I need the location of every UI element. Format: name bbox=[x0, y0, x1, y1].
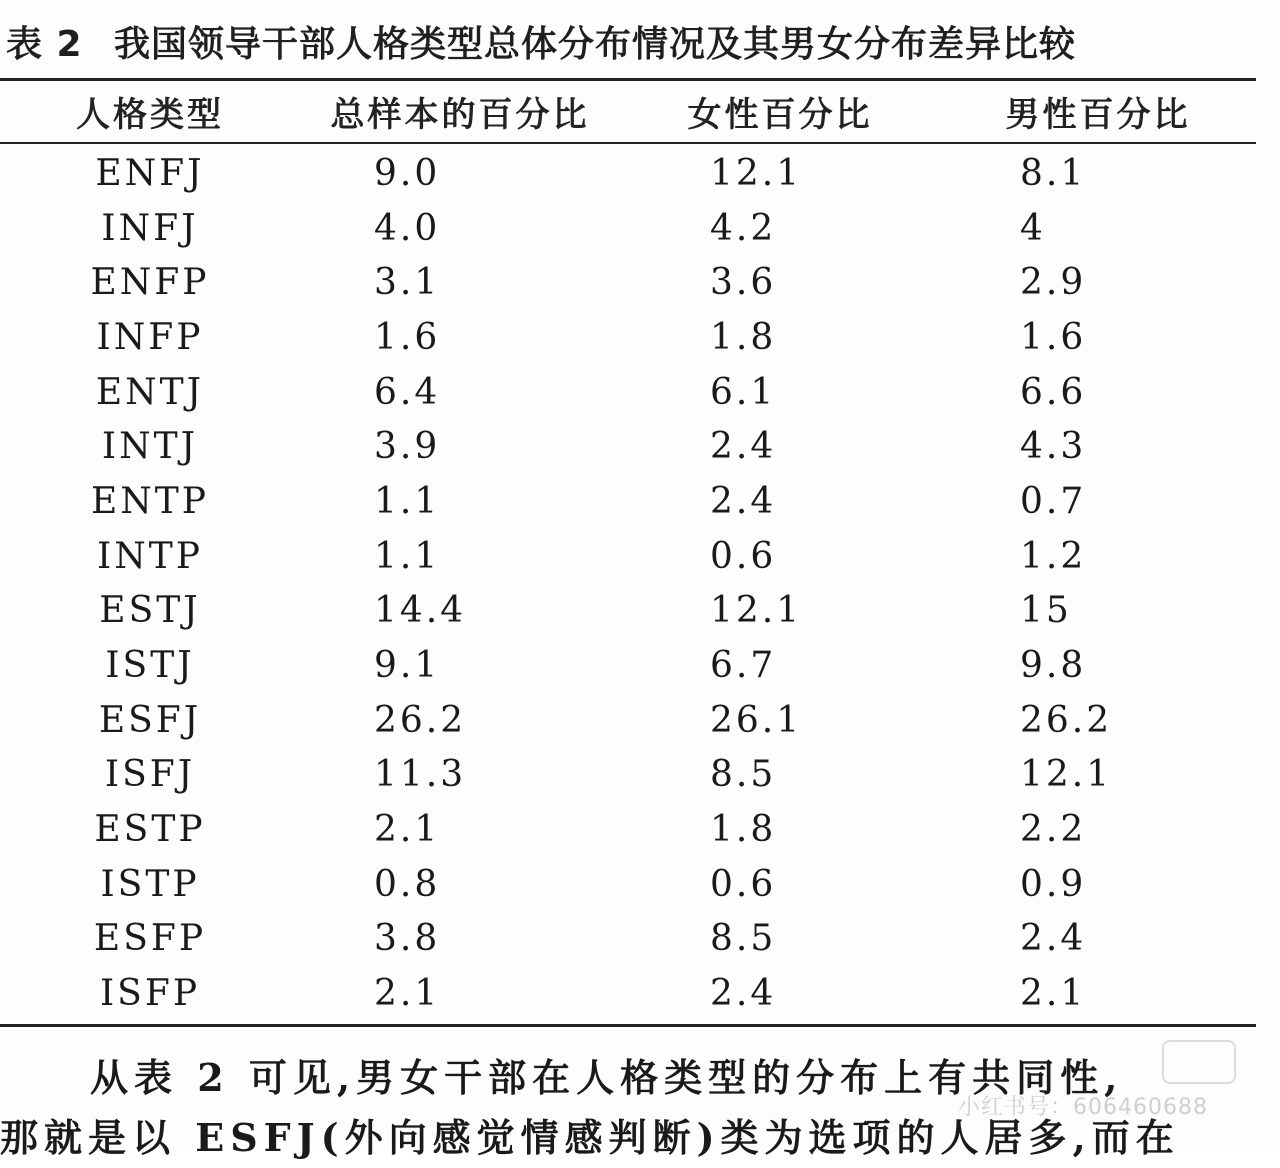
header-type: 人格类型 bbox=[76, 95, 224, 135]
watermark-logo bbox=[1162, 1040, 1236, 1084]
type-cell: INTP bbox=[97, 535, 203, 577]
table-title: 我国领导干部人格类型总体分布情况及其男女分布差异比较 bbox=[114, 24, 1077, 65]
personality-distribution-table bbox=[0, 81, 1256, 1021]
total-percent-cell: 11.3 bbox=[374, 754, 467, 796]
total-percent-cell: 0.8 bbox=[374, 863, 441, 905]
female-percent-cell: 6.1 bbox=[710, 371, 777, 413]
male-percent-cell: 9.8 bbox=[1020, 645, 1087, 687]
total-percent-cell: 6.4 bbox=[374, 371, 441, 413]
header-male: 男性百分比 bbox=[1005, 95, 1191, 135]
table-row bbox=[0, 419, 1256, 474]
female-percent-cell: 8.5 bbox=[710, 754, 777, 796]
table-row bbox=[0, 310, 1256, 365]
total-percent-cell: 4.0 bbox=[374, 207, 441, 249]
type-cell: ISFP bbox=[99, 973, 201, 1015]
type-cell: INFP bbox=[96, 316, 204, 358]
table-row bbox=[0, 748, 1256, 803]
male-percent-cell: 12.1 bbox=[1020, 754, 1113, 796]
total-percent-cell: 14.4 bbox=[374, 590, 467, 632]
total-percent-cell: 2.1 bbox=[374, 809, 441, 851]
total-percent-cell: 1.6 bbox=[374, 316, 441, 358]
table-body bbox=[0, 142, 1256, 1021]
male-percent-cell: 4 bbox=[1020, 207, 1046, 249]
type-cell: ESTP bbox=[94, 809, 206, 851]
watermark-text: 小红书号：606460688 bbox=[958, 1095, 1208, 1120]
type-cell: ISTP bbox=[100, 863, 200, 905]
table-header-row bbox=[0, 81, 1256, 142]
type-cell: ENFJ bbox=[95, 152, 205, 194]
male-percent-cell: 2.2 bbox=[1020, 809, 1087, 851]
female-percent-cell: 3.6 bbox=[710, 262, 777, 304]
female-percent-cell: 26.1 bbox=[710, 699, 803, 741]
table-row bbox=[0, 638, 1256, 693]
table-row bbox=[0, 529, 1256, 584]
male-percent-cell: 2.1 bbox=[1020, 973, 1087, 1015]
table-caption bbox=[6, 16, 1076, 67]
table-row bbox=[0, 966, 1256, 1021]
total-percent-cell: 1.1 bbox=[374, 535, 441, 577]
male-percent-cell: 8.1 bbox=[1020, 152, 1087, 194]
total-percent-cell: 3.9 bbox=[374, 426, 441, 468]
total-percent-cell: 1.1 bbox=[374, 480, 441, 522]
type-cell: ISTJ bbox=[105, 645, 195, 687]
female-percent-cell: 0.6 bbox=[710, 535, 777, 577]
table-row bbox=[0, 142, 1256, 201]
female-percent-cell: 1.8 bbox=[710, 316, 777, 358]
male-percent-cell: 1.2 bbox=[1020, 535, 1087, 577]
type-cell: ESFP bbox=[93, 918, 207, 960]
type-cell: ENFP bbox=[90, 262, 210, 304]
female-percent-cell: 8.5 bbox=[710, 918, 777, 960]
male-percent-cell: 0.9 bbox=[1020, 863, 1087, 905]
type-cell: INFJ bbox=[101, 207, 199, 249]
male-percent-cell: 2.4 bbox=[1020, 918, 1087, 960]
table-bottom-rule bbox=[0, 1024, 1256, 1027]
total-percent-cell: 9.1 bbox=[374, 645, 441, 687]
type-cell: ESFJ bbox=[98, 699, 202, 741]
table-row bbox=[0, 802, 1256, 857]
table-row bbox=[0, 201, 1256, 256]
male-percent-cell: 0.7 bbox=[1020, 480, 1087, 522]
type-cell: ISFJ bbox=[104, 754, 196, 796]
type-cell: ENTJ bbox=[95, 371, 205, 413]
table-row bbox=[0, 912, 1256, 967]
male-percent-cell: 26.2 bbox=[1020, 699, 1113, 741]
total-percent-cell: 3.8 bbox=[374, 918, 441, 960]
paragraph-line-1: 从表 2 可见,男女干部在人格类型的分布上有共同性, bbox=[90, 1055, 1124, 1100]
total-percent-cell: 2.1 bbox=[374, 973, 441, 1015]
table-row bbox=[0, 365, 1256, 420]
header-female: 女性百分比 bbox=[687, 95, 873, 135]
type-cell: ENTP bbox=[90, 480, 209, 522]
table-row bbox=[0, 857, 1256, 912]
total-percent-cell: 26.2 bbox=[374, 699, 467, 741]
table-row bbox=[0, 584, 1256, 639]
female-percent-cell: 12.1 bbox=[710, 590, 803, 632]
male-percent-cell: 4.3 bbox=[1020, 426, 1087, 468]
male-percent-cell: 15 bbox=[1020, 590, 1072, 632]
type-cell: INTJ bbox=[101, 426, 199, 468]
male-percent-cell: 6.6 bbox=[1020, 371, 1087, 413]
female-percent-cell: 2.4 bbox=[710, 973, 777, 1015]
female-percent-cell: 1.8 bbox=[710, 809, 777, 851]
header-total: 总样本的百分比 bbox=[330, 95, 590, 135]
female-percent-cell: 2.4 bbox=[710, 426, 777, 468]
female-percent-cell: 2.4 bbox=[710, 480, 777, 522]
female-percent-cell: 4.2 bbox=[710, 207, 777, 249]
female-percent-cell: 0.6 bbox=[710, 863, 777, 905]
table-row bbox=[0, 255, 1256, 310]
table-row bbox=[0, 474, 1256, 529]
female-percent-cell: 6.7 bbox=[710, 645, 777, 687]
type-cell: ESTJ bbox=[99, 590, 201, 632]
paragraph-line-2: 那就是以 ESFJ(外向感觉情感判断)类为选项的人居多,而在 bbox=[0, 1115, 1180, 1160]
male-percent-cell: 1.6 bbox=[1020, 316, 1087, 358]
table-number: 表 2 bbox=[6, 24, 83, 65]
male-percent-cell: 2.9 bbox=[1020, 262, 1087, 304]
female-percent-cell: 12.1 bbox=[710, 152, 803, 194]
total-percent-cell: 3.1 bbox=[374, 262, 441, 304]
total-percent-cell: 9.0 bbox=[374, 152, 441, 194]
table-row bbox=[0, 693, 1256, 748]
